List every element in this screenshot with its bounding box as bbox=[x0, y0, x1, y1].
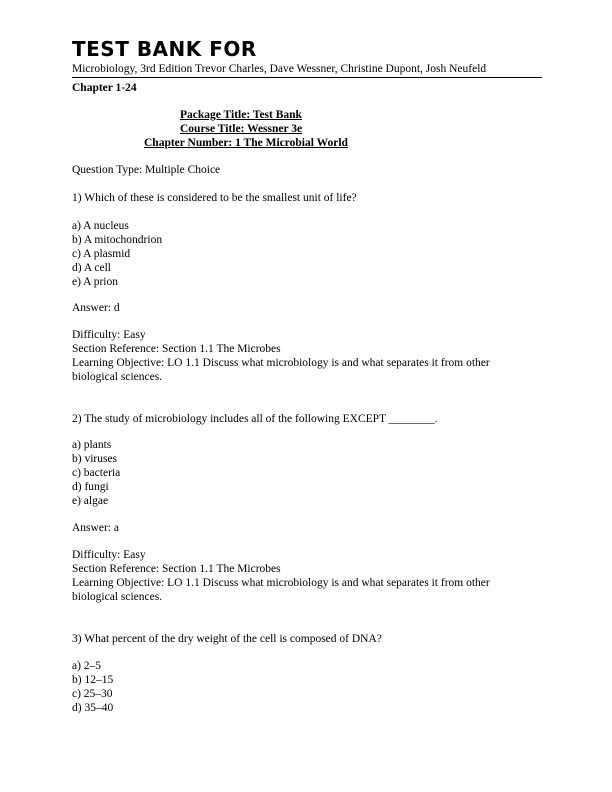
header-rule bbox=[72, 77, 542, 78]
question-1-option-b: b) A mitochondrion bbox=[72, 234, 163, 246]
book-subtitle: Microbiology, 3rd Edition Trevor Charles, Dave Wessner, Christine Dupont, Josh Neufeld bbox=[72, 63, 487, 75]
question-1-option-a: a) A nucleus bbox=[72, 220, 129, 232]
chapter-number: Chapter Number: 1 The Microbial World bbox=[144, 137, 348, 149]
question-3-option-b: b) 12–15 bbox=[72, 674, 114, 686]
question-3-prompt: 3) What percent of the dry weight of the cell is composed of DNA? bbox=[72, 633, 382, 645]
course-title: Course Title: Wessner 3e bbox=[180, 123, 303, 135]
question-2-option-d: d) fungi bbox=[72, 481, 109, 493]
chapter-range: Chapter 1-24 bbox=[72, 82, 137, 94]
package-title: Package Title: Test Bank bbox=[180, 109, 302, 121]
question-1-difficulty: Difficulty: Easy bbox=[72, 329, 146, 341]
question-1-objective: Learning Objective: LO 1.1 Discuss what microbiology is and what separates it from other biological sciences. bbox=[72, 357, 490, 383]
question-3-option-c: c) 25–30 bbox=[72, 688, 113, 700]
question-1-prompt: 1) Which of these is considered to be the smallest unit of life? bbox=[72, 192, 357, 204]
question-2-objective: Learning Objective: LO 1.1 Discuss what microbiology is and what separates it from other biological sciences. bbox=[72, 577, 490, 603]
question-2-prompt: 2) The study of microbiology includes all of the following EXCEPT ________. bbox=[72, 413, 438, 425]
question-1-option-c: c) A plasmid bbox=[72, 248, 131, 260]
question-2-answer: Answer: a bbox=[72, 522, 119, 534]
question-type: Question Type: Multiple Choice bbox=[72, 164, 221, 176]
question-1-section: Section Reference: Section 1.1 The Microbes bbox=[72, 343, 281, 355]
question-3-option-d: d) 35–40 bbox=[72, 702, 114, 714]
question-3-option-a: a) 2–5 bbox=[72, 660, 102, 672]
question-2-option-e: e) algae bbox=[72, 495, 109, 507]
question-2-option-a: a) plants bbox=[72, 439, 112, 451]
question-2-difficulty: Difficulty: Easy bbox=[72, 549, 146, 561]
test-bank-banner: TEST BANK FOR bbox=[72, 37, 257, 61]
question-1-option-e: e) A prion bbox=[72, 276, 118, 288]
question-2-option-b: b) viruses bbox=[72, 453, 118, 465]
question-1-answer: Answer: d bbox=[72, 302, 120, 314]
question-2-section: Section Reference: Section 1.1 The Microbes bbox=[72, 563, 281, 575]
question-2-option-c: c) bacteria bbox=[72, 467, 121, 479]
question-1-option-d: d) A cell bbox=[72, 262, 111, 274]
